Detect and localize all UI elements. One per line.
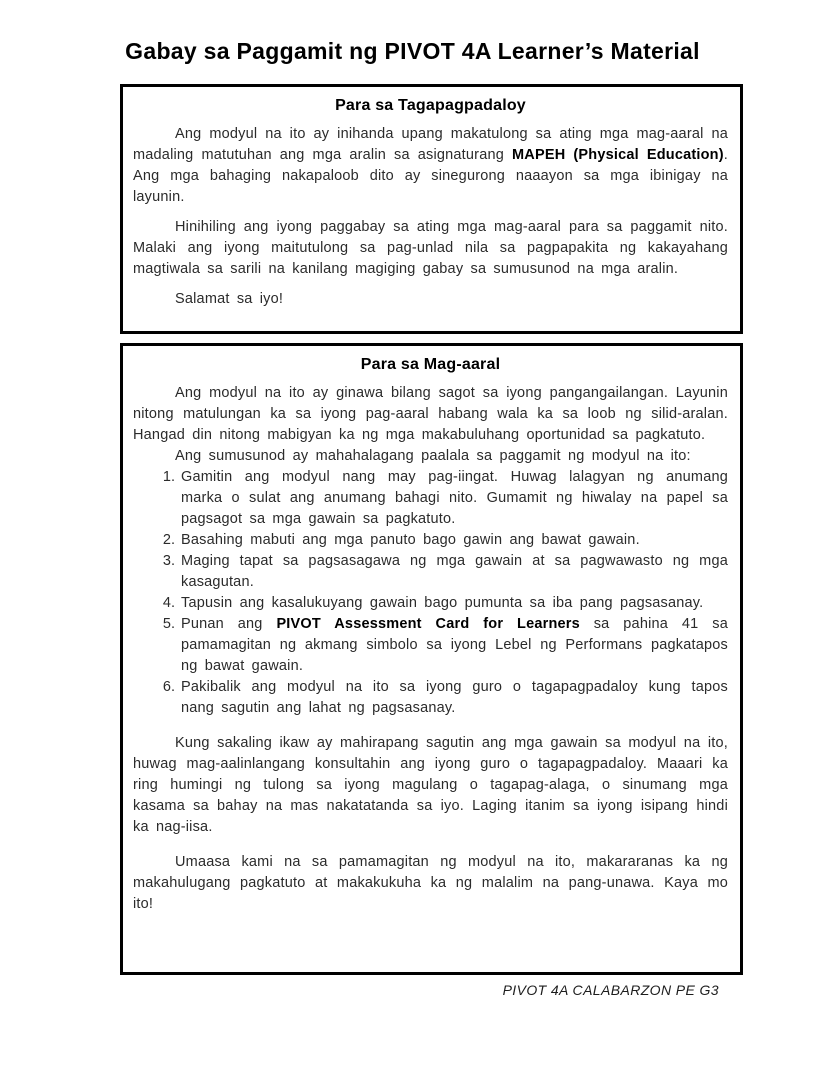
facilitator-paragraphs — [133, 124, 728, 310]
learner-section — [120, 343, 743, 975]
text: Salamat sa iyo! — [175, 291, 284, 307]
text: Punan ang — [181, 616, 277, 632]
paragraph — [133, 852, 728, 915]
list-item — [159, 614, 728, 677]
list-item — [159, 551, 728, 593]
text: Basahing mabuti ang mga panuto bago gawin ang bawat gawain. — [181, 532, 640, 548]
list-item — [159, 530, 728, 551]
text: . Ang mga bahaging nakapaloob dito ay sinegurong naaayon sa mga ibinigay na layunin. — [133, 147, 728, 205]
list-item — [159, 467, 728, 530]
text: Tapusin ang kasalukuyang gawain bago pumunta sa iba pang pagsasanay. — [181, 595, 704, 611]
text: Umaasa kami na sa pamamagitan ng modyul na ito, makararanas ka ng makahulugang pagkatuto at makakukuha ka ng malalim na pang-unawa. Kaya mo ito! — [133, 854, 728, 912]
learner-closing-paragraphs — [133, 733, 728, 915]
paragraph — [133, 217, 728, 280]
text: Pakibalik ang modyul na ito sa iyong guro o tagapagpadaloy kung tapos nang sagutin ang lahat ng pagsasanay. — [181, 679, 728, 716]
text: sa pahina 41 sa pamamagitan ng akmang simbolo sa iyong Lebel ng Performans pagkatapos ng bawat gawain. — [181, 616, 728, 674]
list-number: 5. — [162, 616, 175, 632]
paragraph — [133, 383, 728, 446]
paragraph — [133, 124, 728, 208]
list-number: 4. — [162, 595, 175, 611]
list-number: 1. — [162, 469, 175, 485]
list-item — [159, 677, 728, 719]
text: Ang modyul na ito ay ginawa bilang sagot sa iyong pangangailangan. Layunin nitong matulungan ka sa iyong pag-aaral habang wala ka sa loob ng silid-aralan. Hangad din nitong mabigyan ka ng mga makabuluhang oportunidad sa pagkatuto. — [133, 385, 728, 443]
text: Ang sumusunod ay mahahalagang paalala sa paggamit ng modyul na ito: — [175, 448, 691, 464]
text: Kung sakaling ikaw ay mahirapang sagutin ang mga gawain sa modyul na ito, huwag mag-aalinlangang konsultahin ang iyong guro o tagapagpadaloy. Maaari ka ring humingi ng tulong sa iyong magulang o tagapag-alaga, o sinumang mga kasama sa bahay na mas nakatatanda sa iyo. Laging itanim sa iyong isipang hindi ka nag-iisa. — [133, 735, 728, 835]
facilitator-heading: Para sa Tagapagpadaloy — [335, 97, 526, 114]
list-number: 2. — [162, 532, 175, 548]
paragraph — [133, 446, 728, 467]
bold-text: MAPEH (Physical Education) — [512, 147, 724, 163]
paragraph — [133, 289, 728, 310]
page-title: Gabay sa Paggamit ng PIVOT 4A Learner’s Material — [125, 38, 700, 64]
text: Gamitin ang modyul nang may pag-iingat. Huwag lalagyan ng anumang marka o sulat ang anumang bahagi nito. Gumamit ng hiwalay na papel sa pagsagot sa mga gawain sa pagkatuto. — [181, 469, 728, 527]
text: Maging tapat sa pagsasagawa ng mga gawain at sa pagwawasto ng mga kasagutan. — [181, 553, 728, 590]
text: Ang modyul na ito ay inihanda upang makatulong sa ating mga mag-aaral na madaling matutuhan ang mga aralin sa asignaturang — [133, 126, 728, 163]
list-number: 6. — [162, 679, 175, 695]
reminder-list — [159, 467, 728, 719]
list-number: 3. — [162, 553, 175, 569]
bold-text: PIVOT Assessment Card for Learners — [276, 616, 580, 632]
page-footer: PIVOT 4A CALABARZON PE G3 — [502, 982, 719, 998]
facilitator-section — [120, 84, 743, 334]
paragraph — [133, 733, 728, 838]
text: Hinihiling ang iyong paggabay sa ating mga mag-aaral para sa paggamit nito. Malaki ang iyong maitutulong sa pag-unlad nila sa pagpapakita ng kakayahang magtiwala sa sarili na kanilang magiging gabay sa sumusunod na mga aralin. — [133, 219, 728, 277]
learner-heading: Para sa Mag-aaral — [360, 356, 501, 373]
learner-intro-paragraphs — [133, 383, 728, 467]
list-item — [159, 593, 728, 614]
